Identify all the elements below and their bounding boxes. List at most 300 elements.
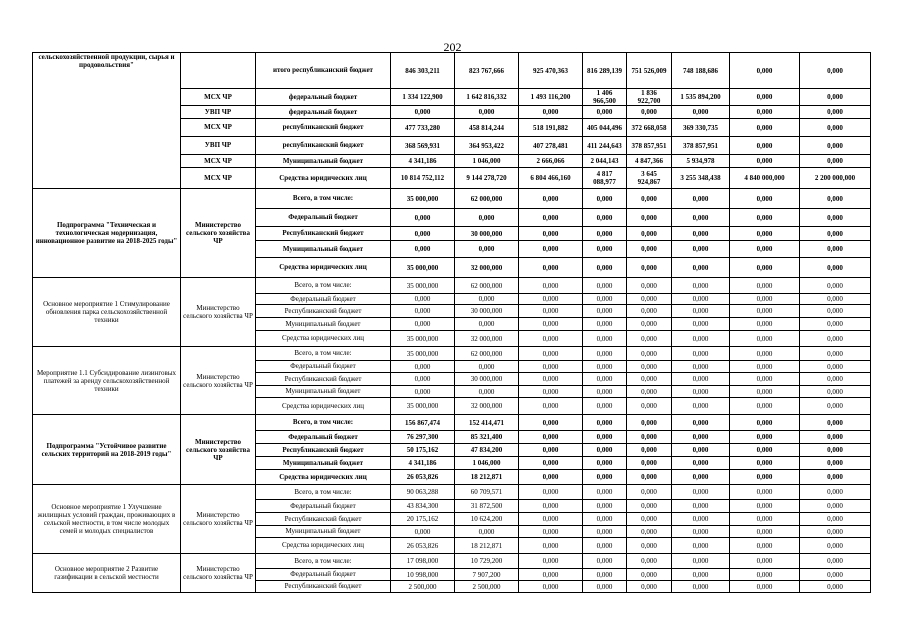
amount-cell: 0,000 — [583, 305, 627, 318]
table-body — [33, 53, 871, 593]
amount-cell: 0,000 — [730, 294, 800, 305]
amount-cell: 0,000 — [627, 318, 672, 331]
funding-source: Средства юридических лиц — [256, 258, 391, 278]
funding-source: Всего, в том числе: — [256, 189, 391, 209]
amount-cell: 4 847,366 — [627, 155, 672, 168]
amount-cell: 0,000 — [672, 554, 730, 569]
amount-cell: 0,000 — [672, 258, 730, 278]
amount-cell: 0,000 — [519, 258, 583, 278]
amount-cell: 0,000 — [519, 457, 583, 470]
amount-cell: 0,000 — [800, 305, 871, 318]
amount-cell: 2 200 000,000 — [800, 168, 871, 189]
amount-cell: 0,000 — [800, 457, 871, 470]
amount-cell: 0,000 — [730, 361, 800, 373]
amount-cell: 0,000 — [627, 106, 672, 119]
amount-cell: 0,000 — [800, 554, 871, 569]
table-row — [33, 278, 871, 294]
amount-cell: 0,000 — [730, 119, 800, 137]
amount-cell: 0,000 — [730, 373, 800, 386]
amount-cell: 2 500,000 — [455, 581, 519, 593]
amount-cell: 4 341,186 — [391, 457, 455, 470]
funding-source: Муниципальный бюджет — [256, 386, 391, 398]
amount-cell: 1 535 894,200 — [672, 89, 730, 106]
amount-cell: 26 053,826 — [391, 470, 455, 485]
amount-cell: 10 729,200 — [455, 554, 519, 569]
amount-cell: 0,000 — [455, 361, 519, 373]
amount-cell: 0,000 — [519, 581, 583, 593]
funding-source: Муниципальный бюджет — [256, 526, 391, 538]
amount-cell: 156 867,474 — [391, 415, 455, 431]
funding-source: Муниципальный бюджет — [256, 318, 391, 331]
amount-cell: 0,000 — [519, 470, 583, 485]
activity-name: Подпрограмма "Техническая и технологическая модернизация, инновационное развитие на 2018-2025 годы" — [33, 189, 181, 278]
amount-cell: 4 840 000,000 — [730, 168, 800, 189]
amount-cell: 0,000 — [519, 106, 583, 119]
amount-cell: 0,000 — [672, 513, 730, 526]
amount-cell: 0,000 — [800, 241, 871, 258]
amount-cell: 0,000 — [519, 331, 583, 347]
amount-cell: 0,000 — [672, 318, 730, 331]
amount-cell: 0,000 — [730, 415, 800, 431]
amount-cell: 0,000 — [800, 278, 871, 294]
amount-cell: 0,000 — [583, 209, 627, 227]
amount-cell: 0,000 — [627, 470, 672, 485]
amount-cell: 0,000 — [730, 278, 800, 294]
amount-cell: 0,000 — [800, 137, 871, 155]
amount-cell: 0,000 — [627, 513, 672, 526]
funding-source: Всего, в том числе: — [256, 485, 391, 500]
amount-cell: 0,000 — [583, 485, 627, 500]
amount-cell: 748 188,686 — [672, 53, 730, 89]
amount-cell: 0,000 — [391, 106, 455, 119]
table-row — [33, 53, 871, 89]
amount-cell: 0,000 — [672, 373, 730, 386]
table-row — [33, 415, 871, 431]
amount-cell: 0,000 — [627, 444, 672, 457]
amount-cell: 0,000 — [800, 119, 871, 137]
amount-cell: 0,000 — [730, 209, 800, 227]
amount-cell: 0,000 — [730, 137, 800, 155]
amount-cell: 411 244,643 — [583, 137, 627, 155]
amount-cell: 364 953,422 — [455, 137, 519, 155]
amount-cell: 0,000 — [455, 318, 519, 331]
amount-cell: 369 330,735 — [672, 119, 730, 137]
amount-cell: 405 044,496 — [583, 119, 627, 137]
amount-cell: 1 046,000 — [455, 457, 519, 470]
amount-cell: 0,000 — [519, 398, 583, 415]
amount-cell: 76 297,300 — [391, 431, 455, 444]
amount-cell: 0,000 — [730, 189, 800, 209]
amount-cell: 823 767,666 — [455, 53, 519, 89]
amount-cell: 62 000,000 — [455, 189, 519, 209]
amount-cell: 751 526,009 — [627, 53, 672, 89]
amount-cell: 0,000 — [391, 373, 455, 386]
amount-cell: 10 998,000 — [391, 569, 455, 581]
amount-cell: 0,000 — [455, 209, 519, 227]
amount-cell: 6 804 466,160 — [519, 168, 583, 189]
amount-cell: 0,000 — [672, 106, 730, 119]
amount-cell: 0,000 — [627, 227, 672, 241]
amount-cell: 458 814,244 — [455, 119, 519, 137]
amount-cell: 0,000 — [730, 569, 800, 581]
amount-cell: 50 175,162 — [391, 444, 455, 457]
amount-cell: 35 000,000 — [391, 347, 455, 361]
amount-cell: 0,000 — [730, 258, 800, 278]
amount-cell: 0,000 — [627, 569, 672, 581]
amount-cell: 0,000 — [800, 155, 871, 168]
amount-cell: 0,000 — [800, 258, 871, 278]
amount-cell: 32 000,000 — [455, 331, 519, 347]
amount-cell: 30 000,000 — [455, 227, 519, 241]
amount-cell: 0,000 — [730, 53, 800, 89]
funding-source: Муниципальный бюджет — [256, 155, 391, 168]
amount-cell: 0,000 — [583, 294, 627, 305]
amount-cell: 0,000 — [519, 569, 583, 581]
funding-source: Муниципальный бюджет — [256, 241, 391, 258]
funding-source: Средства юридических лиц — [256, 538, 391, 554]
amount-cell: 0,000 — [519, 347, 583, 361]
table-row — [33, 485, 871, 500]
funding-source: Средства юридических лиц — [256, 168, 391, 189]
table-row — [33, 189, 871, 209]
amount-cell: 846 303,211 — [391, 53, 455, 89]
amount-cell: 30 000,000 — [455, 373, 519, 386]
amount-cell: 0,000 — [627, 241, 672, 258]
amount-cell: 0,000 — [627, 347, 672, 361]
amount-cell: 0,000 — [730, 155, 800, 168]
amount-cell: 30 000,000 — [455, 305, 519, 318]
amount-cell: 0,000 — [730, 457, 800, 470]
amount-cell: 0,000 — [583, 373, 627, 386]
amount-cell: 0,000 — [800, 361, 871, 373]
executor: Министерство сельского хозяйства ЧР — [181, 189, 256, 278]
amount-cell: 0,000 — [391, 209, 455, 227]
amount-cell: 0,000 — [800, 373, 871, 386]
amount-cell: 0,000 — [391, 361, 455, 373]
amount-cell: 0,000 — [391, 318, 455, 331]
amount-cell: 0,000 — [627, 398, 672, 415]
amount-cell: 0,000 — [583, 581, 627, 593]
amount-cell: 0,000 — [672, 305, 730, 318]
amount-cell: 0,000 — [583, 386, 627, 398]
amount-cell: 0,000 — [519, 538, 583, 554]
amount-cell: 0,000 — [627, 305, 672, 318]
amount-cell: 0,000 — [455, 106, 519, 119]
amount-cell: 0,000 — [800, 189, 871, 209]
funding-source: Средства юридических лиц — [256, 470, 391, 485]
amount-cell: 0,000 — [672, 241, 730, 258]
amount-cell: 0,000 — [627, 278, 672, 294]
amount-cell: 0,000 — [800, 470, 871, 485]
amount-cell: 0,000 — [519, 415, 583, 431]
amount-cell: 378 857,951 — [627, 137, 672, 155]
amount-cell: 0,000 — [730, 318, 800, 331]
amount-cell: 0,000 — [800, 347, 871, 361]
executor: МСХ ЧР — [181, 89, 256, 106]
amount-cell: 0,000 — [730, 470, 800, 485]
funding-source: Всего, в том числе: — [256, 554, 391, 569]
amount-cell: 0,000 — [519, 373, 583, 386]
amount-cell: 0,000 — [800, 444, 871, 457]
funding-source: Средства юридических лиц — [256, 398, 391, 415]
executor — [181, 53, 256, 89]
amount-cell: 0,000 — [672, 278, 730, 294]
amount-cell: 0,000 — [519, 294, 583, 305]
amount-cell: 5 934,978 — [672, 155, 730, 168]
amount-cell: 0,000 — [672, 415, 730, 431]
amount-cell: 0,000 — [730, 500, 800, 513]
funding-source: Всего, в том числе: — [256, 347, 391, 361]
amount-cell: 4 817 088,977 — [583, 168, 627, 189]
amount-cell: 43 834,300 — [391, 500, 455, 513]
amount-cell: 0,000 — [672, 386, 730, 398]
amount-cell: 0,000 — [391, 305, 455, 318]
amount-cell: 0,000 — [627, 258, 672, 278]
amount-cell: 0,000 — [627, 361, 672, 373]
amount-cell: 0,000 — [730, 538, 800, 554]
activity-name: сельскохозяйственной продукции, сырья и продовольствия" — [33, 53, 181, 189]
amount-cell: 0,000 — [800, 485, 871, 500]
amount-cell: 0,000 — [627, 431, 672, 444]
amount-cell: 0,000 — [672, 361, 730, 373]
amount-cell: 0,000 — [627, 554, 672, 569]
amount-cell: 35 000,000 — [391, 258, 455, 278]
executor: Министерство сельского хозяйства ЧР — [181, 554, 256, 593]
amount-cell: 3 255 348,438 — [672, 168, 730, 189]
amount-cell: 0,000 — [519, 189, 583, 209]
amount-cell: 62 000,000 — [455, 278, 519, 294]
amount-cell: 60 709,571 — [455, 485, 519, 500]
amount-cell: 0,000 — [519, 241, 583, 258]
activity-name: Основное мероприятие 2 Развитие газификации в сельской местности — [33, 554, 181, 593]
amount-cell: 7 907,200 — [455, 569, 519, 581]
executor: Министерство сельского хозяйства ЧР — [181, 278, 256, 347]
amount-cell: 925 470,363 — [519, 53, 583, 89]
amount-cell: 0,000 — [730, 526, 800, 538]
amount-cell: 0,000 — [519, 500, 583, 513]
amount-cell: 18 212,871 — [455, 538, 519, 554]
amount-cell: 0,000 — [519, 209, 583, 227]
executor: МСХ ЧР — [181, 119, 256, 137]
amount-cell: 0,000 — [627, 526, 672, 538]
amount-cell: 0,000 — [730, 227, 800, 241]
amount-cell: 0,000 — [800, 294, 871, 305]
amount-cell: 0,000 — [800, 209, 871, 227]
activity-name: Подпрограмма "Устойчивое развитие сельских территорий на 2018-2019 годы" — [33, 415, 181, 485]
amount-cell: 0,000 — [583, 470, 627, 485]
amount-cell: 0,000 — [519, 513, 583, 526]
amount-cell: 0,000 — [455, 294, 519, 305]
amount-cell: 2 500,000 — [391, 581, 455, 593]
amount-cell: 0,000 — [583, 444, 627, 457]
funding-source: Федеральный бюджет — [256, 569, 391, 581]
funding-source: Республиканский бюджет — [256, 227, 391, 241]
amount-cell: 0,000 — [800, 398, 871, 415]
amount-cell: 0,000 — [730, 347, 800, 361]
funding-source: итого республиканский бюджет — [256, 53, 391, 89]
amount-cell: 0,000 — [583, 347, 627, 361]
funding-source: Всего, в том числе: — [256, 415, 391, 431]
amount-cell: 62 000,000 — [455, 347, 519, 361]
amount-cell: 368 569,931 — [391, 137, 455, 155]
amount-cell: 0,000 — [730, 331, 800, 347]
executor: Министерство сельского хозяйства ЧР — [181, 415, 256, 485]
amount-cell: 0,000 — [730, 89, 800, 106]
amount-cell: 407 278,481 — [519, 137, 583, 155]
amount-cell: 0,000 — [672, 526, 730, 538]
funding-source: Федеральный бюджет — [256, 209, 391, 227]
amount-cell: 0,000 — [627, 500, 672, 513]
amount-cell: 0,000 — [583, 331, 627, 347]
amount-cell: 31 872,500 — [455, 500, 519, 513]
amount-cell: 0,000 — [800, 569, 871, 581]
amount-cell: 2 666,066 — [519, 155, 583, 168]
amount-cell: 0,000 — [800, 526, 871, 538]
amount-cell: 17 098,000 — [391, 554, 455, 569]
amount-cell: 0,000 — [519, 227, 583, 241]
amount-cell: 0,000 — [391, 526, 455, 538]
amount-cell: 0,000 — [519, 526, 583, 538]
amount-cell: 477 733,280 — [391, 119, 455, 137]
amount-cell: 0,000 — [800, 538, 871, 554]
amount-cell: 0,000 — [519, 554, 583, 569]
amount-cell: 0,000 — [627, 581, 672, 593]
amount-cell: 0,000 — [391, 227, 455, 241]
amount-cell: 152 414,471 — [455, 415, 519, 431]
amount-cell: 0,000 — [672, 294, 730, 305]
amount-cell: 0,000 — [519, 278, 583, 294]
amount-cell: 35 000,000 — [391, 398, 455, 415]
amount-cell: 0,000 — [672, 485, 730, 500]
amount-cell: 26 053,826 — [391, 538, 455, 554]
amount-cell: 10 624,200 — [455, 513, 519, 526]
amount-cell: 0,000 — [583, 538, 627, 554]
amount-cell: 35 000,000 — [391, 189, 455, 209]
amount-cell: 0,000 — [583, 227, 627, 241]
amount-cell: 0,000 — [627, 386, 672, 398]
amount-cell: 0,000 — [627, 457, 672, 470]
amount-cell: 20 175,162 — [391, 513, 455, 526]
amount-cell: 32 000,000 — [455, 398, 519, 415]
amount-cell: 0,000 — [583, 554, 627, 569]
amount-cell: 0,000 — [583, 189, 627, 209]
amount-cell: 0,000 — [800, 415, 871, 431]
amount-cell: 0,000 — [800, 431, 871, 444]
funding-source: Республиканский бюджет — [256, 581, 391, 593]
amount-cell: 1 334 122,900 — [391, 89, 455, 106]
amount-cell: 90 063,288 — [391, 485, 455, 500]
table-row — [33, 347, 871, 361]
amount-cell: 0,000 — [583, 457, 627, 470]
amount-cell: 0,000 — [672, 444, 730, 457]
amount-cell: 0,000 — [672, 398, 730, 415]
funding-source: Республиканский бюджет — [256, 513, 391, 526]
amount-cell: 0,000 — [583, 500, 627, 513]
amount-cell: 0,000 — [627, 294, 672, 305]
amount-cell: 518 191,882 — [519, 119, 583, 137]
executor: Министерство сельского хозяйства ЧР — [181, 485, 256, 554]
executor: УВП ЧР — [181, 137, 256, 155]
funding-source: республиканский бюджет — [256, 119, 391, 137]
amount-cell: 9 144 278,720 — [455, 168, 519, 189]
executor: Министерство сельского хозяйства ЧР — [181, 347, 256, 415]
amount-cell: 0,000 — [730, 444, 800, 457]
amount-cell: 1 493 116,200 — [519, 89, 583, 106]
amount-cell: 0,000 — [583, 513, 627, 526]
amount-cell: 0,000 — [730, 106, 800, 119]
amount-cell: 0,000 — [730, 386, 800, 398]
amount-cell: 0,000 — [672, 470, 730, 485]
amount-cell: 1 642 816,332 — [455, 89, 519, 106]
amount-cell: 0,000 — [730, 398, 800, 415]
amount-cell: 0,000 — [519, 386, 583, 398]
funding-source: Республиканский бюджет — [256, 444, 391, 457]
amount-cell: 0,000 — [800, 106, 871, 119]
amount-cell: 0,000 — [583, 106, 627, 119]
amount-cell: 35 000,000 — [391, 331, 455, 347]
funding-source: Федеральный бюджет — [256, 361, 391, 373]
funding-source: Средства юридических лиц — [256, 331, 391, 347]
amount-cell: 35 000,000 — [391, 278, 455, 294]
amount-cell: 0,000 — [583, 415, 627, 431]
amount-cell: 1 836 922,700 — [627, 89, 672, 106]
amount-cell: 0,000 — [800, 331, 871, 347]
amount-cell: 0,000 — [627, 538, 672, 554]
amount-cell: 0,000 — [391, 294, 455, 305]
amount-cell: 0,000 — [519, 318, 583, 331]
amount-cell: 0,000 — [627, 209, 672, 227]
amount-cell: 0,000 — [583, 278, 627, 294]
executor: УВП ЧР — [181, 106, 256, 119]
amount-cell: 0,000 — [730, 581, 800, 593]
amount-cell: 0,000 — [800, 386, 871, 398]
amount-cell: 0,000 — [730, 305, 800, 318]
amount-cell: 0,000 — [455, 241, 519, 258]
amount-cell: 0,000 — [672, 189, 730, 209]
amount-cell: 0,000 — [391, 241, 455, 258]
amount-cell: 0,000 — [627, 415, 672, 431]
amount-cell: 0,000 — [800, 513, 871, 526]
amount-cell: 3 645 924,867 — [627, 168, 672, 189]
funding-source: Муниципальный бюджет — [256, 457, 391, 470]
table-row — [33, 554, 871, 569]
amount-cell: 0,000 — [583, 318, 627, 331]
amount-cell: 0,000 — [519, 305, 583, 318]
amount-cell: 0,000 — [583, 361, 627, 373]
amount-cell: 0,000 — [627, 485, 672, 500]
amount-cell: 0,000 — [730, 513, 800, 526]
amount-cell: 0,000 — [391, 386, 455, 398]
activity-name: Основное мероприятие 1 Улучшение жилищных условий граждан, проживающих в сельской местности, в том числе молодых семей и молодых специалистов — [33, 485, 181, 554]
amount-cell: 0,000 — [730, 431, 800, 444]
amount-cell: 0,000 — [672, 538, 730, 554]
amount-cell: 378 857,951 — [672, 137, 730, 155]
amount-cell: 0,000 — [800, 318, 871, 331]
amount-cell: 0,000 — [455, 386, 519, 398]
amount-cell: 0,000 — [583, 569, 627, 581]
amount-cell: 1 406 966,500 — [583, 89, 627, 106]
amount-cell: 0,000 — [800, 53, 871, 89]
executor: МСХ ЧР — [181, 155, 256, 168]
amount-cell: 0,000 — [672, 569, 730, 581]
amount-cell: 0,000 — [583, 526, 627, 538]
executor: МСХ ЧР — [181, 168, 256, 189]
funding-source: Всего, в том числе: — [256, 278, 391, 294]
funding-source: Республиканский бюджет — [256, 373, 391, 386]
amount-cell: 4 341,186 — [391, 155, 455, 168]
amount-cell: 0,000 — [627, 189, 672, 209]
amount-cell: 372 668,058 — [627, 119, 672, 137]
